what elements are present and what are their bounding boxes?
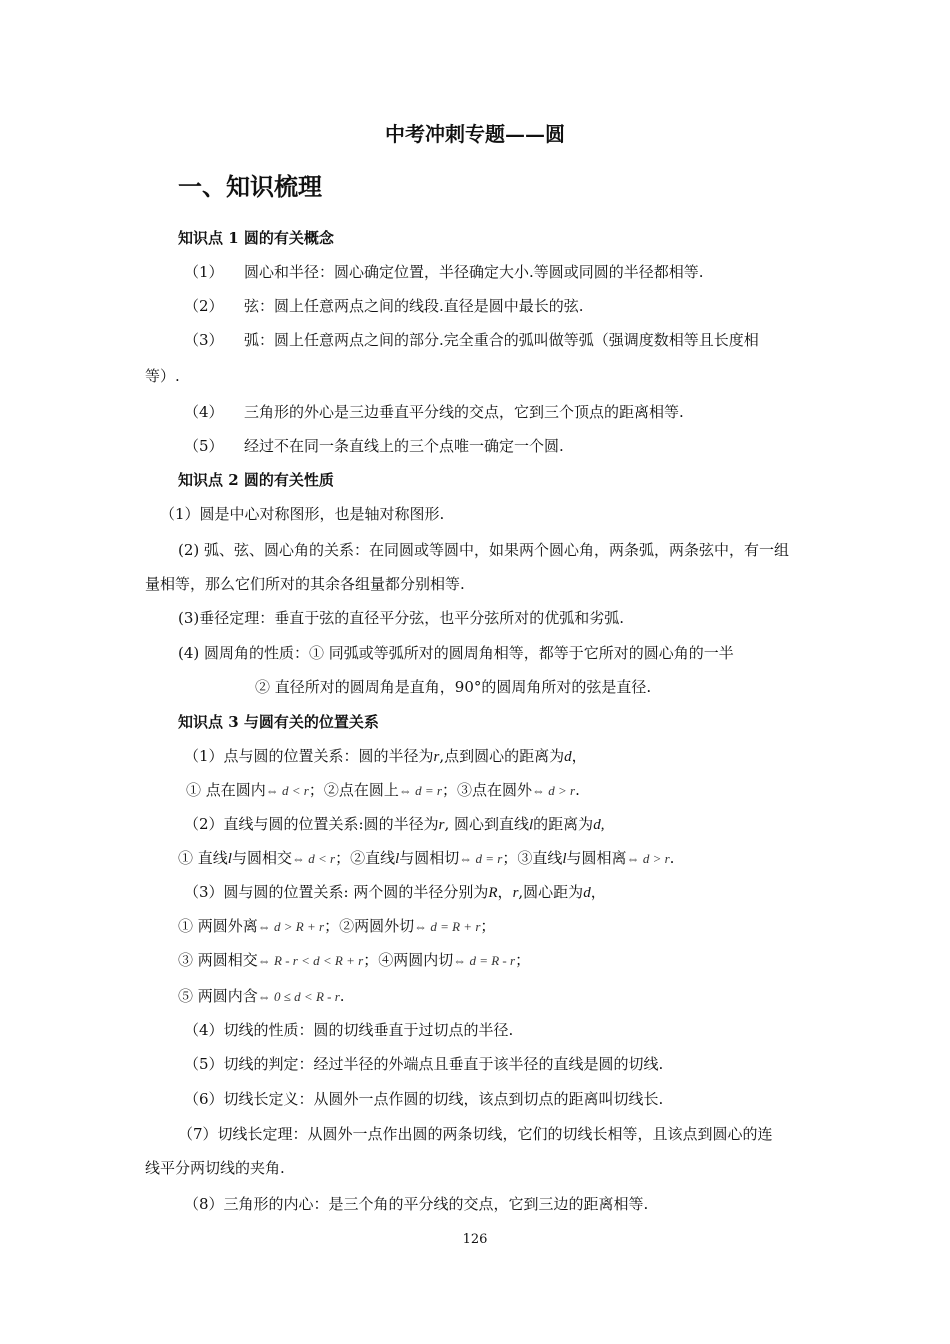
item-text: 三角形的外心是三边垂直平分线的交点，它到三个顶点的距离相等. [244,403,684,421]
var-l: l [227,851,232,867]
var-l: l [529,817,534,833]
var-d: d, [593,817,605,833]
kp3-line-10: （5）切线的判定：经过半径的外端点且垂直于该半径的直线是圆的切线. [184,1055,664,1073]
kp2-p4: (4) 圆周角的性质：① 同弧或等弧所对的圆周角相等，都等于它所对的圆心角的一半 [178,644,734,662]
item-number: （2） [184,297,224,315]
kp1-item-1 [184,262,704,282]
kp3-line-12: （7）切线长定理：从圆外一点作出圆的两条切线，它们的切线长相等，且该点到圆心的连 [178,1125,773,1143]
text: 与圆相离 [566,849,627,867]
page-number: 126 [462,1232,488,1247]
formula: ⇔ d = R + r [414,919,481,934]
formula: ⇔ R - r < d < R + r [257,953,364,968]
kp2-p1: （1）圆是中心对称图形，也是轴对称图形. [160,505,445,523]
text: ① 直线 [178,849,228,867]
formula: ⇔ d > r [532,783,576,798]
text: ；③点在圆外 [441,781,532,799]
kp1-item-2 [184,296,584,316]
item-text: 圆心和半径：圆心确定位置，半径确定大小.等圆或同圆的半径都相等. [244,263,704,281]
text: ； [480,917,496,935]
formula: ⇔ 0 ≤ d < R - r [257,989,340,1004]
kp2-p2: (2) 弧、弦、圆心角的关系：在同圆或等圆中，如果两个圆心角，两条弧，两条弦中，有一组 [178,541,790,559]
text: ；②点在圆上 [308,781,399,799]
kp3-line-3 [184,814,604,835]
formula: ⇔ d > r [626,851,670,866]
kp3-heading: 知识点 3 与圆有关的位置关系 [178,713,379,731]
section-heading: 一、知识梳理 [178,172,322,201]
text: ， [571,747,587,765]
formula: ⇔ d = R - r [453,953,516,968]
text: ， [590,883,606,901]
kp3-line-12-cont: 线平分两切线的夹角. [145,1159,285,1177]
formula: ⇔ d = r [398,783,442,798]
var-d: d [564,749,572,765]
item-number: （1） [184,263,224,281]
var-r: r [433,749,440,765]
kp3-line-5 [184,882,606,903]
text: ,点到圆心的距离为 [439,747,565,765]
kp1-item-3 [184,330,759,350]
text: . [575,781,580,799]
var-l: l [562,851,567,867]
text: ；③直线 [502,849,563,867]
item-number: （5） [184,437,224,455]
text: 与圆相切 [399,849,460,867]
kp2-p3: (3)垂径定理：垂直于弦的直径平分弦，也平分弦所对的优弧和劣弧. [178,609,625,627]
text: （3）圆与圆的位置关系: 两个圆的半径分别为 [184,883,489,901]
var-R: R [488,885,498,901]
item-text: 弦：圆上任意两点之间的线段.直径是圆中最长的弦. [244,297,584,315]
text: . [669,849,675,867]
kp2-p2-cont: 量相等，那么它们所对的其余各组量都分别相等. [145,575,465,593]
text: , 圆心到直线 [444,815,529,833]
formula: ⇔ d < r [291,851,336,866]
text: （1）点与圆的位置关系：圆的半径为 [184,747,434,765]
text: 的距离为 [533,815,594,833]
text: ； [515,951,531,969]
var-r: r [438,817,445,833]
item-number: （3） [184,331,224,349]
kp3-line-6 [178,916,495,937]
text: . [339,987,345,1005]
item-number: （4） [184,403,224,421]
text: ① 点在圆内 [186,781,266,799]
text: ；②两圆外切 [324,917,415,935]
kp3-line-2 [186,780,580,801]
text: 与圆相交 [231,849,292,867]
kp3-line-1 [184,746,587,767]
kp1-item-4 [184,402,684,422]
var-l: l [395,851,400,867]
text: ③ 两圆相交 [178,951,258,969]
kp3-line-13: （8）三角形的内心：是三个角的平分线的交点，它到三边的距离相等. [184,1195,649,1213]
kp1-item-5 [184,436,564,456]
item-text: 弧：圆上任意两点之间的部分.完全重合的弧叫做等弧（强调度数相等且长度相 [244,331,759,349]
text: ⑤ 两圆内含 [178,987,258,1005]
text: ；④两圆内切 [363,951,454,969]
text: ；②直线 [335,849,396,867]
text: ,圆心距为 [518,883,584,901]
kp1-heading: 知识点 1 圆的有关概念 [178,229,334,247]
text: ， [497,883,513,901]
text: ① 两圆外离 [178,917,258,935]
kp2-p4-cont: ② 直径所对的圆周角是直角，90°的圆周角所对的弦是直径. [255,678,652,696]
kp1-item-3-cont: 等）. [145,367,180,385]
formula: ⇔ d > R + r [257,919,325,934]
kp2-heading: 知识点 2 圆的有关性质 [178,471,334,489]
kp3-line-11: （6）切线长定义：从圆外一点作圆的切线，该点到切点的距离叫切线长. [184,1090,664,1108]
kp3-line-7 [178,950,530,971]
formula: ⇔ d < r [265,783,309,798]
kp3-line-8 [178,986,345,1007]
var-d: d [583,885,591,901]
page-title: 中考冲刺专题——圆 [385,122,565,146]
kp3-line-4 [178,848,674,869]
kp3-line-9: （4）切线的性质：圆的切线垂直于过切点的半径. [184,1021,514,1039]
var-r: r [512,885,519,901]
item-text: 经过不在同一条直线上的三个点唯一确定一个圆. [244,437,564,455]
text: （2）直线与圆的位置关系:圆的半径为 [184,815,439,833]
formula: ⇔ d = r [459,851,503,866]
